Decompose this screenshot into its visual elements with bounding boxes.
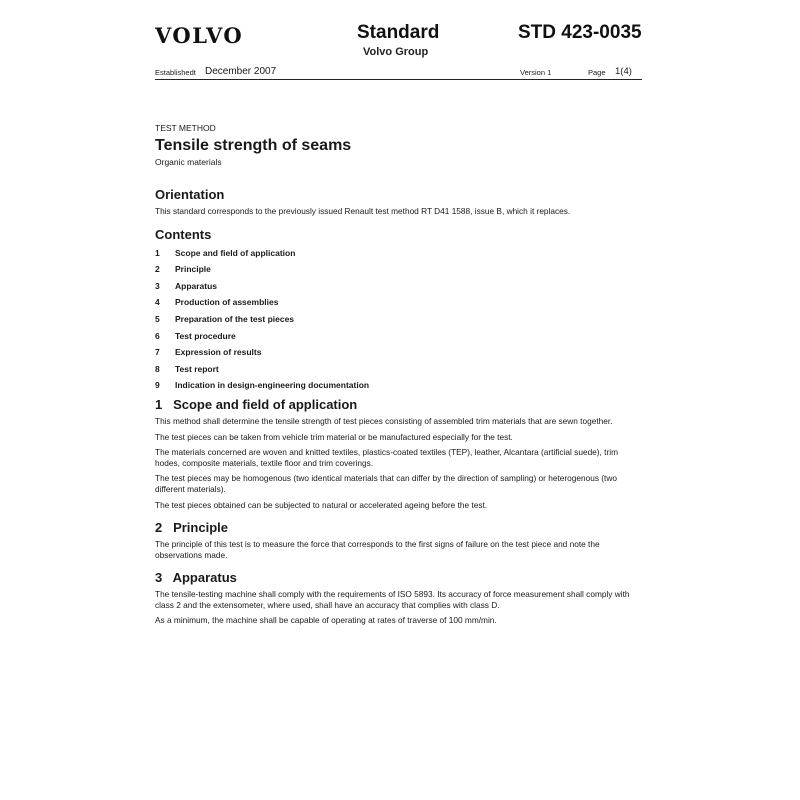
toc-item[interactable] [155, 297, 645, 314]
orientation-text: This standard corresponds to the previously issued Renault test method RT D41 1588, issue B, which it replaces. [155, 206, 571, 216]
toc-item[interactable] [155, 314, 645, 331]
section-3-paragraph: The tensile-testing machine shall comply with the requirements of ISO 5893. Its accuracy of force measurement shall comply with class 2 and the extensometer, where used, shall have an accuracy that complies with class D. [155, 589, 630, 610]
page-number: 1(4) [615, 66, 632, 77]
toc-item[interactable] [155, 347, 645, 364]
toc-number: 1 [155, 247, 160, 258]
established-date: December 2007 [205, 66, 277, 77]
standard-number: STD 423-0035 [518, 22, 642, 43]
toc-label: Test procedure [175, 330, 236, 341]
toc-label: Test report [175, 363, 219, 374]
contents-heading: Contents [155, 226, 212, 242]
toc-item[interactable] [155, 364, 645, 381]
toc-label: Apparatus [175, 280, 218, 291]
section-1-paragraph: The test pieces obtained can be subjected to natural or accelerated ageing before the test. [155, 499, 488, 510]
doc-title: Tensile strength of seams [155, 137, 352, 154]
toc-item[interactable] [155, 380, 645, 397]
toc-label: Preparation of the test pieces [175, 313, 295, 324]
page-label: Page [588, 68, 606, 77]
group-name: Volvo Group [363, 46, 429, 58]
toc-item[interactable] [155, 331, 645, 348]
contents-list [155, 248, 645, 397]
version-label: Version 1 [520, 68, 552, 77]
section-3-paragraph: As a minimum, the machine shall be capable of operating at rates of traverse of 100 mm/min. [155, 615, 497, 626]
section-2-paragraph: The principle of this test is to measure the force that corresponds to the first signs of failure on the test piece and note the observations made. [155, 539, 600, 560]
toc-label: Production of assemblies [175, 297, 279, 308]
section-1-paragraph: This method shall determine the tensile strength of test pieces consisting of assembled trim materials that are sewn together. [155, 415, 613, 426]
section-1-paragraph: The materials concerned are woven and knitted textiles, plastics-coated textiles (TEP), leather, Alcantara (artificial suede), trim hodes, composite materials, textile floor and trim coverings. [155, 447, 618, 468]
toc-number: 8 [155, 363, 160, 374]
toc-item[interactable] [155, 248, 645, 265]
standard-label: Standard [357, 22, 440, 43]
toc-item[interactable] [155, 264, 645, 281]
volvo-logo [155, 24, 269, 46]
toc-number: 3 [155, 280, 160, 291]
document-body [155, 123, 645, 626]
section-2-heading: 2 Principle [155, 520, 228, 536]
toc-number: 9 [155, 380, 160, 391]
header-divider [155, 79, 642, 80]
section-1-paragraph: The test pieces can be taken from vehicle trim material or be manufactured especially for the test. [155, 431, 513, 442]
toc-item[interactable] [155, 281, 645, 298]
volvo-wordmark: VOLVO [155, 24, 244, 46]
section-1-heading: 1 Scope and field of application [155, 396, 358, 412]
orientation-heading: Orientation [155, 187, 225, 202]
toc-number: 2 [155, 264, 160, 275]
toc-number: 6 [155, 330, 160, 341]
toc-label: Expression of results [175, 347, 262, 358]
toc-number: 7 [155, 347, 160, 358]
toc-label: Principle [175, 264, 211, 275]
section-3-heading: 3 Apparatus [155, 570, 237, 586]
established-label: Establishedt [155, 68, 196, 77]
section-1-paragraph: The test pieces may be homogenous (two identical materials that can differ by the direction of sampling) or heterogenous (two different materials). [155, 473, 617, 494]
toc-number: 4 [155, 297, 160, 308]
toc-label: Scope and field of application [175, 247, 296, 258]
toc-label: Indication in design-engineering documentation [175, 380, 370, 391]
doc-kicker: TEST METHOD [155, 123, 216, 133]
doc-subtitle: Organic materials [155, 157, 222, 167]
toc-number: 5 [155, 313, 160, 324]
